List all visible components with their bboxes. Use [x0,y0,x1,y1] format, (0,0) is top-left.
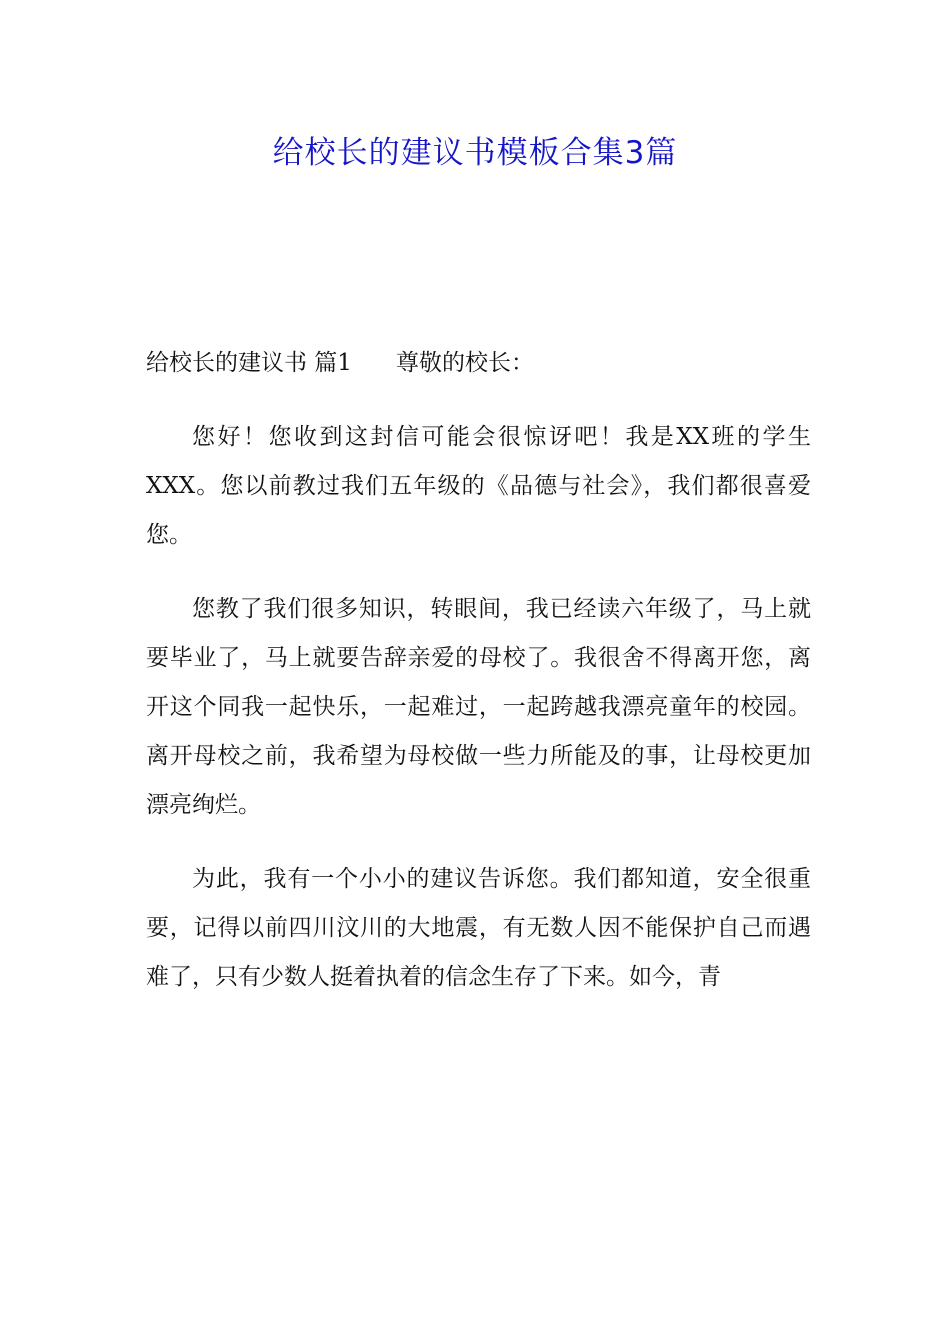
document-title: 给校长的建议书模板合集3篇 [272,135,678,171]
section-heading: 给校长的建议书 篇1 [146,350,352,376]
paragraph-3: 为此，我有一个小小的建议告诉您。我们都知道，安全很重要，记得以前四川汶川的大地震，有无数人因不能保护自己而遇难了，只有少数人挺着执着的信念生存了下来。如今，青 [146,866,811,990]
salutation: 尊敬的校长： [395,350,534,376]
paragraph-1: 您好！您收到这封信可能会很惊讶吧！我是XX班的学生XXX。您以前教过我们五年级的《品德与社会》，我们都很喜爱您。 [146,424,811,548]
document-body [146,339,811,1027]
section-heading-line [146,339,811,388]
paragraph-2: 您教了我们很多知识，转眼间，我已经读六年级了，马上就要毕业了，马上就要告辞亲爱的母校了。我很舍不得离开您，离开这个同我一起快乐，一起难过，一起跨越我漂亮童年的校园。离开母校之前，我希望为母校做一些力所能及的事，让母校更加漂亮绚烂。 [146,596,811,818]
